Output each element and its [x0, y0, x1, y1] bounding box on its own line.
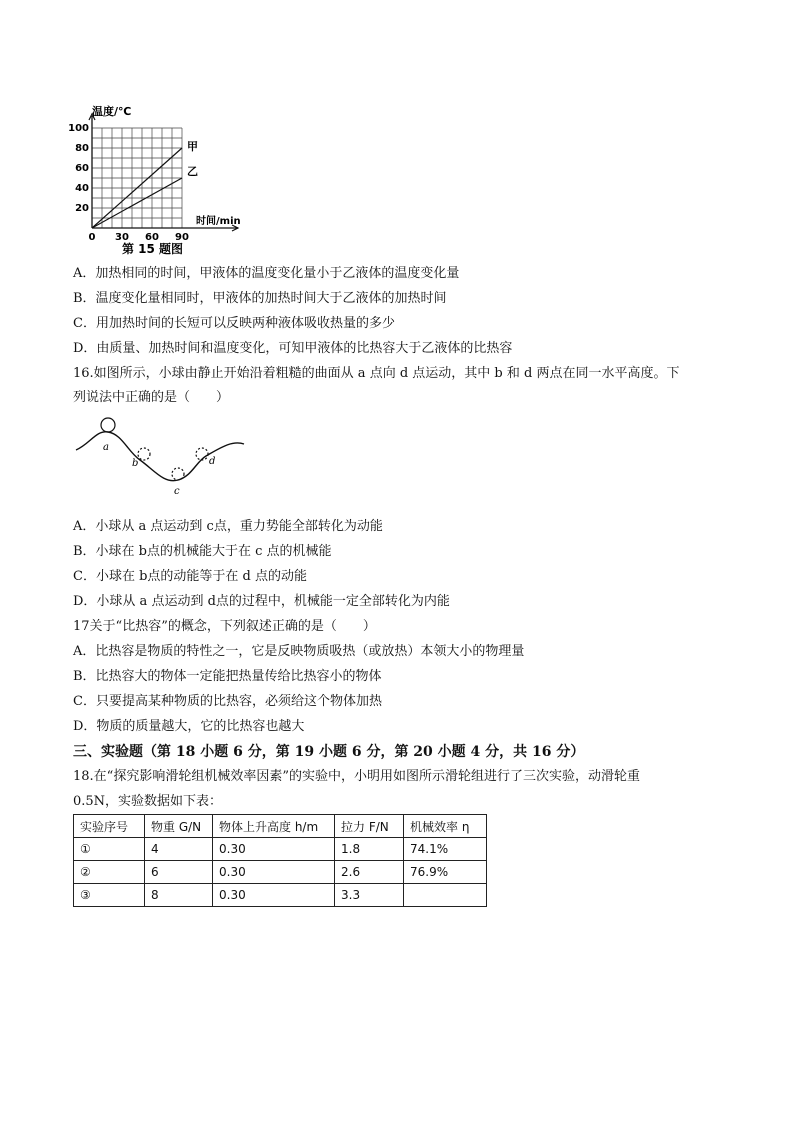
table-cell: 0.30 [213, 861, 335, 884]
q16-option-b: B．小球在 b点的机械能大于在 c 点的机械能 [73, 544, 332, 559]
table-header-cell: 实验序号 [74, 815, 145, 838]
q18-data-table [73, 814, 487, 907]
table-cell: 4 [145, 838, 213, 861]
x-tick-label: 30 [115, 232, 129, 243]
table-row [74, 861, 487, 884]
label-c: c [174, 486, 180, 497]
q17-option-a: A．比热容是物质的特性之一，它是反映物质吸热（或放热）本领大小的物理量 [73, 644, 525, 659]
q15-option-a: A．加热相同的时间，甲液体的温度变化量小于乙液体的温度变化量 [73, 266, 460, 281]
q15-temperature-time-chart [68, 100, 252, 262]
chart-axes [89, 114, 238, 231]
q18-stem-line2: 0.5N，实验数据如下表： [73, 794, 223, 809]
q16-curve-figure [72, 418, 252, 500]
ball-d [196, 448, 208, 460]
table-cell: 8 [145, 884, 213, 907]
table-header-cell: 物体上升高度 h/m [213, 815, 335, 838]
table-header-cell: 机械效率 η [404, 815, 487, 838]
table-cell: ③ [74, 884, 145, 907]
series-label-2: 乙 [187, 165, 198, 178]
chart-title: 第 15 题图 [122, 242, 184, 256]
table-cell: 6 [145, 861, 213, 884]
q16-option-d: D．小球从 a 点运动到 d点的过程中，机械能一定全部转化为内能 [73, 594, 450, 609]
y-tick-label: 60 [75, 163, 89, 174]
x-tick-label: 90 [175, 232, 189, 243]
q18-stem-line1: 18.在“探究影响滑轮组机械效率因素”的实验中，小明用如图所示滑轮组进行了三次实验，动滑轮重 [73, 769, 640, 784]
table-cell: ② [74, 861, 145, 884]
table-cell: 1.8 [335, 838, 404, 861]
q17-option-c: C．只要提高某种物质的比热容，必须给这个物体加热 [73, 694, 382, 709]
table-cell: 0.30 [213, 838, 335, 861]
chart-xlabel: 时间/min [196, 216, 241, 227]
label-d: d [209, 456, 216, 467]
y-tick-label: 40 [75, 183, 89, 194]
ball-c [172, 468, 184, 480]
table-header-row [74, 815, 487, 838]
ball-b [138, 448, 150, 460]
table-cell [404, 884, 487, 907]
table-cell: 0.30 [213, 884, 335, 907]
table-header-cell: 拉力 F/N [335, 815, 404, 838]
q16-stem-line2: 列说法中正确的是（ ） [73, 390, 230, 405]
q16-stem-line1: 16.如图所示，小球由静止开始沿着粗糙的曲面从 a 点向 d 点运动，其中 b 和 d 两点在同一水平高度。下 [73, 366, 680, 381]
q15-option-c: C．用加热时间的长短可以反映两种液体吸收热量的多少 [73, 316, 395, 331]
x-tick-label: 0 [88, 232, 96, 243]
table-cell: 3.3 [335, 884, 404, 907]
q15-option-b: B．温度变化量相同时，甲液体的加热时间大于乙液体的加热时间 [73, 291, 447, 306]
table-cell: ① [74, 838, 145, 861]
q15-option-d: D．由质量、加热时间和温度变化，可知甲液体的比热容大于乙液体的比热容 [73, 341, 513, 356]
table-row [74, 838, 487, 861]
y-tick-label: 20 [75, 203, 89, 214]
q17-option-d: D．物质的质量越大，它的比热容也越大 [73, 719, 305, 734]
series-label-1: 甲 [187, 140, 198, 153]
table-cell: 74.1% [404, 838, 487, 861]
section-3-heading: 三、实验题（第 18 小题 6 分，第 19 小题 6 分，第 20 小题 4 分，共 16 分） [73, 744, 585, 760]
y-tick-label: 80 [75, 143, 89, 154]
y-tick-label: 100 [68, 123, 89, 134]
chart-grid [92, 128, 182, 228]
x-tick-label: 60 [145, 232, 159, 243]
chart-tick-labels [68, 123, 189, 243]
q16-option-a: A．小球从 a 点运动到 c点，重力势能全部转化为动能 [73, 519, 383, 534]
series-line-2 [92, 178, 182, 228]
table-header-cell: 物重 G/N [145, 815, 213, 838]
label-b: b [132, 458, 139, 469]
table-cell: 2.6 [335, 861, 404, 884]
q17-option-b: B．比热容大的物体一定能把热量传给比热容小的物体 [73, 669, 382, 684]
q16-option-c: C．小球在 b点的动能等于在 d 点的动能 [73, 569, 307, 584]
label-a: a [103, 442, 109, 453]
table-cell: 76.9% [404, 861, 487, 884]
q17-stem: 17关于“比热容”的概念，下列叙述正确的是（ ） [73, 619, 376, 634]
ball-a [101, 418, 115, 432]
rough-curve [76, 432, 244, 481]
table-row [74, 884, 487, 907]
chart-ylabel: 温度/℃ [92, 105, 132, 118]
